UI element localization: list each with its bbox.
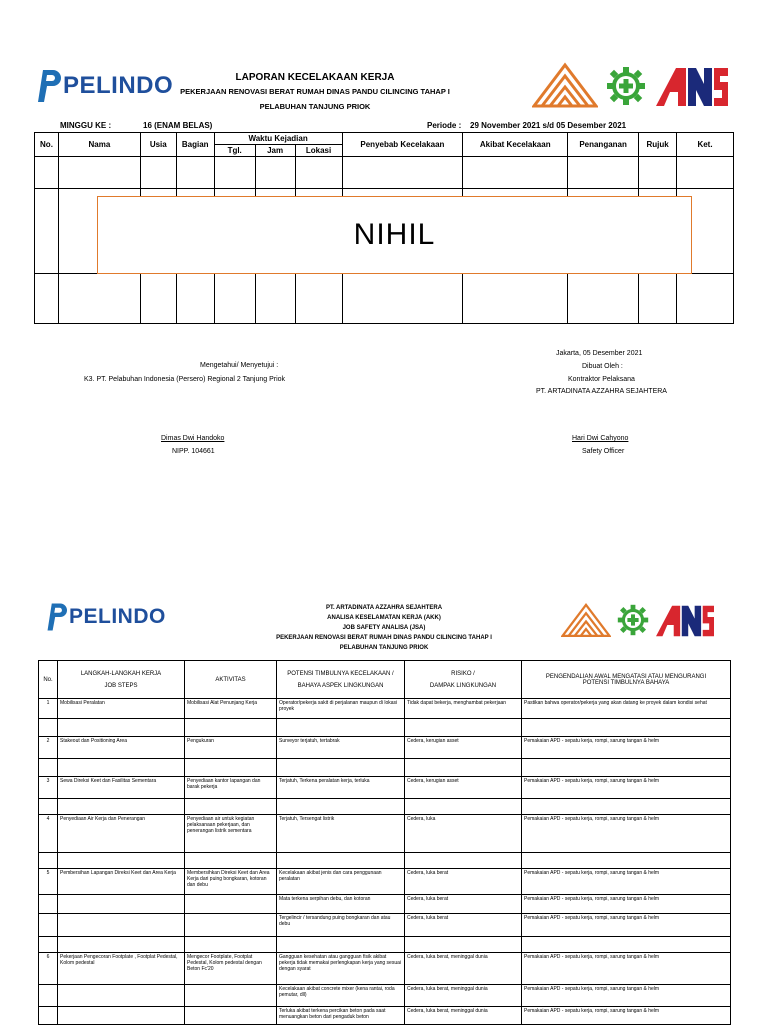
jsa-row [39,699,731,719]
jsa-cell-pot: Kecelakaan akibat concrete mixer (kena rantai, roda pemutar, dll) [277,985,405,1007]
jsa-cell-akt [185,853,277,869]
jsa-cell-pen: Pastikan bahwa operator/pekerja yang akan datang ke proyek dalam kondisi sehat [522,699,731,719]
jsa-cell-no [39,799,58,815]
period-label: Periode : [427,121,462,130]
pelindo-logo-icon [45,600,67,634]
jsa-cell-pot [277,759,405,777]
jsa-cell-pen [522,853,731,869]
jsa-row [39,799,731,815]
jsa-cell-pot: Terjatuh, Terkena peralatan kerja, terluka [277,777,405,799]
report2-line5: PELABUHAN TANJUNG PRIOK [339,645,429,651]
jsa-cell-step: Penyediaan Air Kerja dan Penerangan [58,815,185,853]
report1-subtitle2: PELABUHAN TANJUNG PRIOK [259,102,371,111]
jsa-cell-pen: Pemakaian APD - sepatu kerja, rompi, sarung tangan & helm [522,737,731,759]
jsa-col-pengendalian [522,661,731,699]
jsa-cell-ris [405,937,522,953]
jsa-cell-no [39,1007,58,1025]
jsa-col-risiko [405,661,522,699]
jsa-cell-pot: Terluka akibat terkena percikan beton pada saat menuangkan beton dari pengaduk beton [277,1007,405,1025]
week-label: MINGGU KE : [60,121,112,130]
jsa-cell-akt [185,914,277,937]
jsa-row [39,869,731,895]
col-jam: Jam [255,145,295,157]
jsa-cell-ris [405,853,522,869]
jsa-cell-ris [405,759,522,777]
jsa-col-steps [58,661,185,699]
report1-subtitle1: PEKERJAAN RENOVASI BERAT RUMAH DINAS PANDU CILINCING TAHAP I [180,87,450,96]
jsa-row [39,737,731,759]
pelindo-logo-2 [45,600,166,634]
artadinata-pyramid-logo-icon [561,602,611,638]
jsa-cell-pot: Operator/pekerja sakit di perjalanan maupun di lokasi proyek [277,699,405,719]
report2-line2: ANALISA KESELAMATAN KERJA (AKK) [327,615,441,621]
approver-name: Dimas Dwi Handoko [161,435,225,442]
jsa-cell-step: Stakeout dan Positioning Area [58,737,185,759]
jsa-cell-ris: Cedera, luka [405,815,522,853]
jsa-cell-ris [405,719,522,737]
jsa-row [39,895,731,914]
col-lokasi: Lokasi [295,145,342,157]
jsa-cell-pot: Mata terkena serpihan debu, dan kotoran [277,895,405,914]
aas-logo-icon [656,604,714,638]
jsa-cell-akt [185,1007,277,1025]
jsa-cell-no: 4 [39,815,58,853]
jsa-cell-step [58,759,185,777]
jsa-cell-pen: Pemakaian APD - sepatu kerja, rompi, sarung tangan & helm [522,815,731,853]
col-waktu: Waktu Kejadian [214,133,342,145]
jsa-cell-ris: Tidak dapat bekerja, menghambat pekerjaan [405,699,522,719]
jsa-cell-step [58,799,185,815]
jsa-cell-pen: Pemakaian APD - sepatu kerja, rompi, sarung tangan & helm [522,777,731,799]
jsa-cell-step [58,914,185,937]
creator-label: Dibuat Oleh : [582,363,623,370]
jsa-cell-step [58,895,185,914]
col-ket: Ket. [677,133,734,157]
jsa-cell-akt [185,895,277,914]
jsa-cell-ris: Cedera, luka berat, meninggal dunia [405,985,522,1007]
jsa-cell-step [58,719,185,737]
creator-title: Safety Officer [582,448,625,455]
report2-line3: JOB SAFETY ANALISA (JSA) [342,625,426,631]
green-gear-cross-icon [617,604,649,636]
jsa-cell-step [58,937,185,953]
jsa-cell-pen: Pemakaian APD - sepatu kerja, rompi, sarung tangan & helm [522,895,731,914]
jsa-cell-step: Pembersihan Lapangan Direksi Keet dan Area Kerja [58,869,185,895]
jsa-cell-no [39,759,58,777]
creator-role: Kontraktor Pelaksana [568,376,635,383]
approver-id: NIPP. 104661 [172,448,215,455]
jsa-col-potensi-line1: POTENSI TIMBULNYA KECELAKAAN / [287,670,394,677]
jsa-cell-step: Sewa Direksi Keet dan Fasilitas Sementara [58,777,185,799]
jsa-cell-ris [405,799,522,815]
jsa-cell-no [39,937,58,953]
jsa-cell-pen: Pemakaian APD - sepatu kerja, rompi, sarung tangan & helm [522,953,731,985]
jsa-cell-ris: Cedera, luka berat [405,914,522,937]
jsa-cell-pen: Pemakaian APD - sepatu kerja, rompi, sarung tangan & helm [522,985,731,1007]
col-penyebab: Penyebab Kecelakaan [342,133,463,157]
jsa-cell-pot [277,937,405,953]
jsa-cell-no: 2 [39,737,58,759]
jsa-col-aktivitas: AKTIVITAS [185,661,277,699]
jsa-cell-no: 5 [39,869,58,895]
jsa-cell-akt: Penyediaan air untuk kegiatan pelaksanaan pekerjaan, dan penerangan listrik sementara [185,815,277,853]
col-nama: Nama [58,133,140,157]
jsa-cell-pot [277,799,405,815]
jsa-cell-pen [522,719,731,737]
jsa-cell-pot: Kecelakaan akibat jenis dan cara penggunaan peralatan [277,869,405,895]
report-date: Jakarta, 05 Desember 2021 [556,350,643,357]
jsa-cell-pen [522,937,731,953]
jsa-cell-akt: Pengukuran [185,737,277,759]
jsa-cell-ris: Cedera, luka berat, meninggal dunia [405,1007,522,1025]
jsa-cell-pen: Pemakaian APD - sepatu kerja, rompi, sarung tangan & helm [522,914,731,937]
col-bagian: Bagian [176,133,214,157]
jsa-cell-ris: Cedera, luka berat [405,869,522,895]
jsa-cell-no [39,985,58,1007]
jsa-col-steps-line2: JOB STEPS [104,682,138,689]
jsa-cell-step: Mobilisasi Peralatan [58,699,185,719]
jsa-cell-akt [185,799,277,815]
approver-label: Mengetahui/ Menyetujui : [200,362,279,369]
jsa-cell-akt [185,759,277,777]
jsa-col-no: No. [39,661,58,699]
jsa-cell-pot: Tergelincir / tersandung puing bongkaran dan atau debu [277,914,405,937]
jsa-cell-step [58,985,185,1007]
nihil-box [97,196,692,274]
jsa-row [39,985,731,1007]
approver-org: K3. PT. Pelabuhan Indonesia (Persero) Regional 2 Tanjung Priok [84,376,286,383]
jsa-row [39,777,731,799]
jsa-col-pengendalian-line2: POTENSI TIMBULNYA BAHAYA [582,679,670,686]
week-value: 16 (ENAM BELAS) [143,121,213,130]
jsa-cell-pen [522,799,731,815]
period-value: 29 November 2021 s/d 05 Desember 2021 [470,121,627,130]
jsa-cell-ris: Cedera, luka berat [405,895,522,914]
jsa-cell-no [39,853,58,869]
col-penanganan: Penanganan [568,133,639,157]
jsa-row [39,914,731,937]
report2-header [234,603,534,653]
jsa-row [39,1007,731,1025]
pelindo-logo-text: PELINDO [63,72,174,99]
jsa-cell-no: 3 [39,777,58,799]
jsa-cell-akt: Penyediaan kantor lapangan dan barak pekerja [185,777,277,799]
green-gear-cross-icon [606,66,646,106]
jsa-cell-akt [185,937,277,953]
jsa-cell-pot: Surveyor terjatuh, tertabrak [277,737,405,759]
jsa-row [39,853,731,869]
jsa-cell-pot: Gangguan kesehatan atau gangguan fisik akibat pekerja tidak memakai perlengkapan kerja yang sesuai dengan syarat [277,953,405,985]
col-tgl: Tgl. [214,145,255,157]
creator-name: Hari Dwi Cahyono [572,435,629,442]
report1-title: LAPORAN KECELAKAAN KERJA [235,72,395,83]
jsa-cell-no [39,914,58,937]
nihil-text: NIHIL [353,218,436,251]
jsa-cell-no [39,895,58,914]
jsa-col-potensi-line2: BAHAYA ASPEK LINGKUNGAN [297,682,384,689]
artadinata-pyramid-logo-icon [532,62,598,108]
jsa-cell-pot [277,853,405,869]
jsa-cell-step: Pekerjaan Pengecoran Footplate , Footplat Pedestal, Kolom pedestal [58,953,185,985]
report1-header [150,72,480,111]
jsa-table [38,660,731,1025]
jsa-cell-step [58,853,185,869]
jsa-col-potensi [277,661,405,699]
jsa-cell-akt [185,985,277,1007]
jsa-cell-pot [277,719,405,737]
jsa-cell-ris: Cedera, luka berat, meninggal dunia [405,953,522,985]
jsa-row [39,937,731,953]
jsa-col-risiko-line2: DAMPAK LINGKUNGAN [429,682,497,689]
jsa-cell-pen: Pemakaian APD - sepatu kerja, rompi, sarung tangan & helm [522,1007,731,1025]
jsa-cell-no: 1 [39,699,58,719]
jsa-cell-no: 6 [39,953,58,985]
jsa-cell-pot: Terjatuh, Tersengat listrik [277,815,405,853]
col-rujuk: Rujuk [639,133,677,157]
pelindo-logo-icon [35,66,61,106]
col-usia: Usia [140,133,176,157]
jsa-cell-pen: Pemakaian APD - sepatu kerja, rompi, sarung tangan & helm [522,869,731,895]
jsa-cell-akt: Mengecor Footplate, Footplat Pedestal, Kolom pedestal dengan Beton Fc'20 [185,953,277,985]
jsa-row [39,759,731,777]
jsa-cell-akt: Mobilisasi Alat Penunjang Kerja [185,699,277,719]
report2-line4: PEKERJAAN RENOVASI BERAT RUMAH DINAS PANDU CILINCING TAHAP I [276,635,492,641]
jsa-cell-ris: Cedera, kerugian asset [405,737,522,759]
jsa-row [39,815,731,853]
jsa-cell-ris: Cedera, kerugian asset [405,777,522,799]
jsa-col-risiko-line1: RISIKO / [451,670,475,677]
jsa-col-steps-line1: LANGKAH-LANGKAH KERJA [80,670,162,677]
col-no: No. [35,133,59,157]
jsa-cell-akt [185,719,277,737]
jsa-row [39,719,731,737]
jsa-cell-step [58,1007,185,1025]
jsa-row [39,953,731,985]
jsa-cell-no [39,719,58,737]
report2-line1: PT. ARTADINATA AZZAHRA SEJAHTERA [325,605,443,611]
pelindo-logo-text-2: PELINDO [69,605,166,628]
jsa-cell-pen [522,759,731,777]
jsa-cell-akt: Membersihkan Direksi Keet dan Area Kerja dari puing bongkaran, kotoran dan debu [185,869,277,895]
aas-logo-icon [656,66,728,108]
creator-org: PT. ARTADINATA AZZAHRA SEJAHTERA [536,388,667,395]
col-akibat: Akibat Kecelakaan [463,133,568,157]
jsa-col-pengendalian-line1: PENGENDALIAN AWAL MENGATASI ATAU MENGURANGI [545,673,707,680]
